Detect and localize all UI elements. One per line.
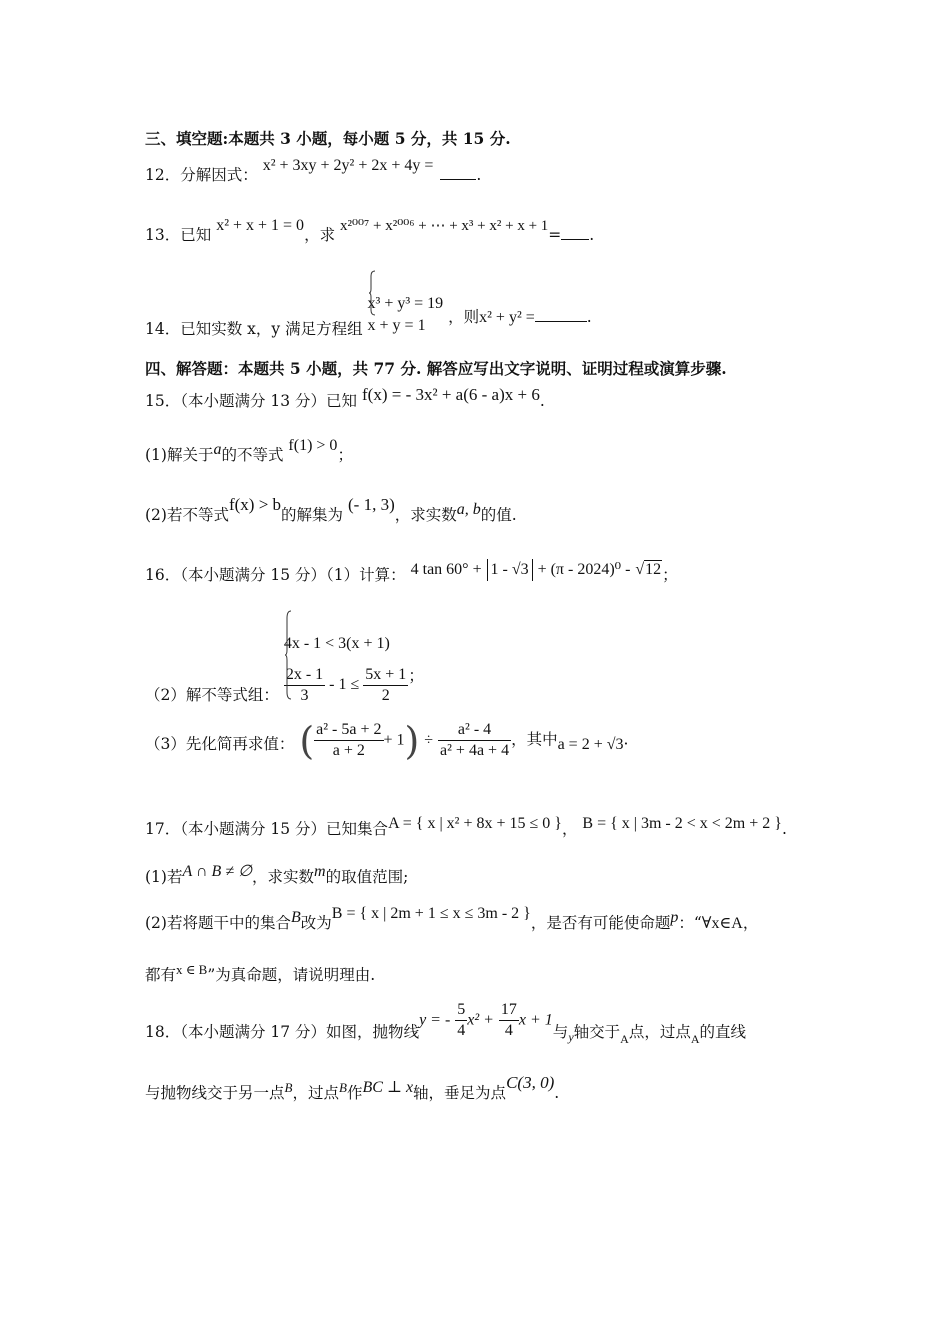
q15-part-1 <box>145 437 810 467</box>
q17-part-1 <box>145 863 810 889</box>
q16-p3-numerator-2: a² - 4 <box>438 720 511 741</box>
q15-p2-text: (2)若不等式 <box>145 506 229 524</box>
q18-text5: 的直线 <box>699 1022 747 1041</box>
q18-text3: 轴交于 <box>573 1022 621 1041</box>
q13-condition: x² + x + 1 = 0 <box>216 217 305 234</box>
q13-end: . <box>589 226 595 244</box>
question-14 <box>145 272 810 338</box>
q18-point-a: A <box>620 1031 629 1046</box>
q17-intro: （本小题满分 15 分）已知集合 <box>180 820 389 838</box>
q18-number: 18． <box>145 1022 181 1041</box>
q16-calc-part-b: + (π - 2024)⁰ - <box>537 561 631 578</box>
q17-p2-text4: ：“ <box>678 914 702 932</box>
q16-calc-sqrt: 12 <box>645 561 662 578</box>
q16-ineq2-numerator-2: 5x + 1 <box>363 665 408 686</box>
q16-calc-end: ； <box>662 566 678 584</box>
section-4-title: 四、解答题：本题共 5 小题，共 77 分. 解答应写出文字说明、证明过程或演算步骤. <box>145 359 727 378</box>
q18-line2-c: 作 <box>346 1084 363 1102</box>
q16-calc-part-a: 4 tan 60° + <box>410 561 482 578</box>
q16-p3-denominator-2: a² + 4a + 4 <box>440 742 510 759</box>
q18-intro: （本小题满分 17 分）如图，抛物线 <box>180 1022 420 1041</box>
q17-part-2-line-2 <box>145 964 810 987</box>
q17-p2-variable: B <box>290 909 301 926</box>
q18-line-2 <box>145 1073 810 1105</box>
q18-text2: 与 <box>552 1022 569 1041</box>
q16-ineq2-middle: - 1 ≤ <box>329 676 360 694</box>
q17-p2-text2: 改为 <box>300 914 332 932</box>
section-3-heading <box>145 128 810 150</box>
section-4-heading <box>145 358 810 380</box>
brace-icon <box>284 610 292 700</box>
q17-p2-text: (2)若将题干中的集合 <box>145 914 291 932</box>
q16-inequality-1: 4x - 1 < 3(x + 1) <box>283 635 390 652</box>
q13-number: 13． <box>145 226 181 244</box>
q16-p3-plus-one: + 1 <box>383 731 405 749</box>
q13-equals: = <box>548 226 562 244</box>
q15-end: . <box>539 392 545 410</box>
q16-p3-divide: ÷ <box>424 731 434 749</box>
q12-expression: x² + 3xy + 2y² + 2x + 4y = <box>262 157 434 174</box>
q14-text: 已知实数 x，y 满足方程组 <box>180 319 363 338</box>
q13-text-before: 已知 <box>180 226 212 244</box>
q15-intro: （本小题满分 13 分）已知 <box>180 392 358 410</box>
q16-inequality-system <box>284 610 424 706</box>
q16-p2-text: （2）解不等式组： <box>145 686 279 704</box>
q18-y-equals: y = - <box>419 1011 451 1029</box>
q16-ineq2-denominator-1: 3 <box>300 687 309 704</box>
q17-p2-text3: ，是否有可能使命题 <box>530 914 671 932</box>
q15-p1-expression: f(1) > 0 <box>288 437 338 454</box>
q17-p1-text2: ，求实数 <box>252 868 315 886</box>
q16-number: 16． <box>145 566 181 584</box>
q17-p2-forall: ∀x∈A <box>701 915 743 932</box>
q17-set-b: B = { x | 3m - 2 < x < 2m + 2 } <box>582 815 782 832</box>
question-13 <box>145 217 810 247</box>
q15-p2-variables: a, b <box>456 501 481 518</box>
q18-point-c: C(3, 0) <box>506 1073 555 1092</box>
q18-point-b-2: B <box>338 1080 347 1095</box>
question-12 <box>145 157 810 187</box>
question-16: 16．（本小题满分 15 分）（1）计算： 4 tan 60° + 1 - √3 + (π - 2024)⁰ - √12； <box>145 561 678 584</box>
q15-part-2 <box>145 495 810 527</box>
q18-line2-d: 轴，垂足为点 <box>413 1084 507 1102</box>
q18-text4: 点，过点 <box>628 1022 691 1041</box>
q14-end: . <box>586 307 592 326</box>
q17-p1-condition: A ∩ B ≠ ∅ <box>182 863 252 880</box>
q18-tail: x + 1 <box>518 1011 553 1029</box>
q17-p2-text5: ， <box>742 914 759 932</box>
q14-equation-1: x³ + y³ = 19 <box>367 295 444 312</box>
q16-p3-end: . <box>623 730 629 749</box>
q17-set-a: A = { x | x² + 8x + 15 ≤ 0 } <box>388 815 562 832</box>
q18-fraction-1-denominator: 4 <box>457 1022 466 1039</box>
q16-ineq2-denominator-2: 2 <box>381 687 390 704</box>
q17-number: 17． <box>145 820 181 838</box>
q12-answer-blank <box>440 165 476 180</box>
q17-p2-set-b: B = { x | 2m + 1 ≤ x ≤ 3m - 2 } <box>331 905 531 922</box>
q14-answer-blank <box>535 307 587 322</box>
question-15 <box>145 385 810 412</box>
q16-p3-numerator-1: a² - 5a + 2 <box>314 720 383 741</box>
q15-p1-text2: 的不等式 <box>221 446 284 464</box>
q18-fraction-2-numerator: 17 <box>499 1000 519 1021</box>
q16-p3-denominator-1: a + 2 <box>332 742 365 759</box>
q17-p1-variable: m <box>314 863 326 880</box>
q17-end: . <box>781 820 787 838</box>
q14-equation-system <box>368 270 444 337</box>
q15-p1-end: ； <box>337 446 353 464</box>
q17-p1-text3: 的取值范围; <box>325 868 409 886</box>
q17-p2-line2-a: 都有 <box>145 966 177 984</box>
q14-text-mid: ，则 <box>448 307 480 326</box>
q15-p1-text: (1)解关于 <box>145 446 214 464</box>
q16-intro: （本小题满分 15 分）（1）计算： <box>180 566 406 584</box>
q16-part-2 <box>145 610 810 702</box>
q13-expression: x²⁰⁰⁷ + x²⁰⁰⁶ + ⋯ + x³ + x² + x + 1 <box>340 218 549 234</box>
question-18 <box>145 1000 810 1048</box>
q16-p3-text: （3）先化简再求值： <box>145 734 295 753</box>
q18-point-b: B <box>284 1080 293 1095</box>
q14-expression: x² + y² = <box>479 308 535 326</box>
q18-fraction-1-numerator: 5 <box>455 1000 467 1021</box>
q15-p2-text2: 的解集为 <box>281 506 344 524</box>
q18-y-axis: y <box>568 1029 574 1044</box>
section-3-title: 三、填空题:本题共 3 小题，每小题 5 分，共 15 分. <box>145 129 511 148</box>
q18-line2-b: ，过点 <box>292 1084 339 1102</box>
q15-number: 15． <box>145 392 181 410</box>
q16-inequality-2 <box>284 665 424 706</box>
q18-point-a-2: A <box>690 1031 700 1046</box>
q12-number: 12． <box>145 166 181 184</box>
q17-p2-x-in-b: x ∈ B <box>176 962 208 977</box>
q15-p2-interval: (- 1, 3) <box>348 495 395 514</box>
q18-fraction-2-denominator: 4 <box>504 1022 513 1039</box>
q16-p3-text2: ，其中 <box>511 730 558 749</box>
q16-calc-absolute: 1 - √3 <box>487 559 533 581</box>
q12-end: . <box>476 166 482 184</box>
q17-p1-text: (1)若 <box>145 868 183 886</box>
q15-function: f(x) = - 3x² + a(6 - a)x + 6 <box>362 385 540 404</box>
q15-p2-expression: f(x) > b <box>228 495 282 514</box>
q16-part-3: （3）先化简再求值： ( $\frac{\text{a² - 5a + 2}}{a + 2}$ + 1) ÷ $\frac{\text{a² - 4}}{\text{a² + 4a + 4}}$ ，其中a = 2 + √3. <box>145 718 629 763</box>
q15-p2-text4: 的值. <box>480 506 517 524</box>
q17-part-2 <box>145 905 810 935</box>
brace-icon <box>368 270 376 316</box>
q16-ineq2-numerator-1: 2x - 1 <box>284 665 325 686</box>
q18-x-squared: x² + <box>467 1011 494 1029</box>
q17-p2-line2-b: ”为真命题，请说明理由. <box>207 966 376 984</box>
q13-text-mid: ，求 <box>304 226 336 244</box>
q17-comma: ， <box>561 820 578 838</box>
q18-line2-a: 与抛物线交于另一点 <box>145 1084 285 1102</box>
q16-p3-condition: a = 2 + √3 <box>557 735 624 753</box>
q17-p2-proposition: p <box>670 909 679 926</box>
q14-equation-2: x + y = 1 <box>367 317 426 334</box>
q18-line2-end: . <box>554 1084 560 1102</box>
q13-answer-blank <box>561 225 589 240</box>
q18-perpendicular: BC ⊥ x <box>362 1079 414 1096</box>
q12-text: 分解因式： <box>180 166 258 184</box>
q14-number: 14． <box>145 319 181 338</box>
q15-p2-text3: ，求实数 <box>394 506 457 524</box>
q15-p1-variable: a <box>213 441 222 458</box>
question-17 <box>145 815 810 841</box>
q16-p2-end: ； <box>408 668 425 686</box>
